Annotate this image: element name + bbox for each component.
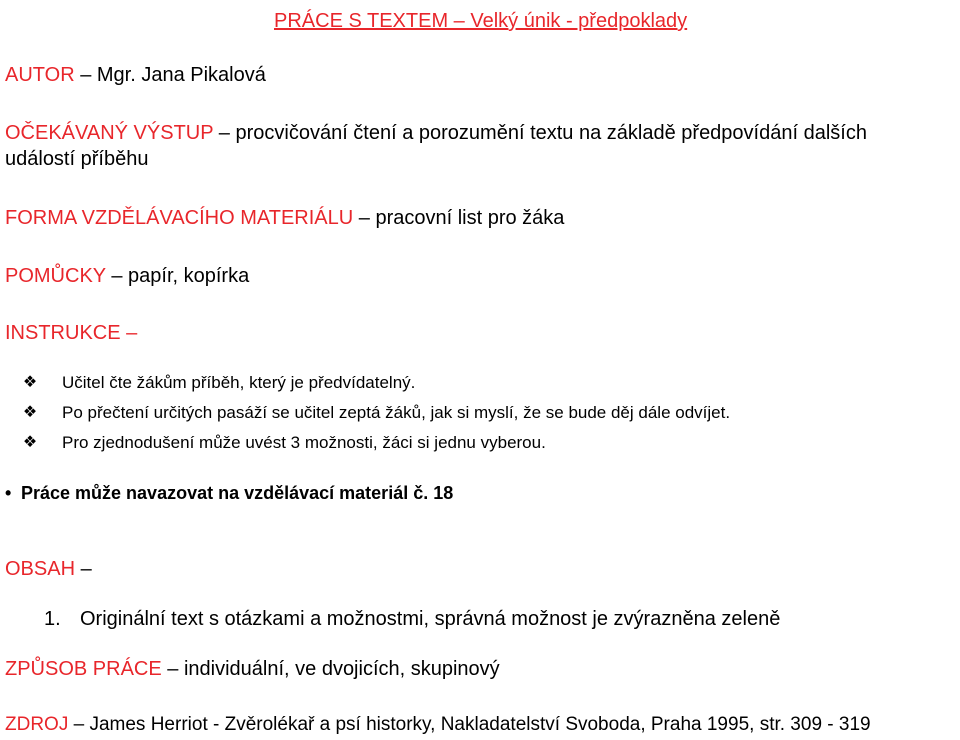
aids-label: POMŮCKY bbox=[5, 265, 106, 287]
list-item-text: Originální text s otázkami a možnostmi, správná možnost je zvýrazněna zeleně bbox=[80, 608, 781, 630]
instruction-list bbox=[18, 368, 730, 458]
bullet-dot-icon: • bbox=[5, 483, 12, 503]
material-form-row bbox=[5, 205, 564, 231]
diamond-bullet-icon: ❖ bbox=[22, 434, 38, 451]
material-form-label: FORMA VZDĚLÁVACÍHO MATERIÁLU bbox=[5, 207, 354, 229]
expected-output-dash: – bbox=[218, 122, 230, 144]
source-label: ZDROJ bbox=[5, 714, 69, 735]
content-heading bbox=[5, 556, 92, 582]
content-list-item bbox=[44, 606, 780, 632]
author-value: Mgr. Jana Pikalová bbox=[96, 64, 266, 86]
instructions-dash: – bbox=[126, 322, 138, 344]
expected-output-label: OČEKÁVANÝ VÝSTUP bbox=[5, 122, 214, 144]
content-label: OBSAH bbox=[5, 558, 76, 580]
list-item-text: Po přečtení určitých pasáží se učitel zeptá žáků, jak si myslí, že se bude děj dále odvíjet. bbox=[62, 403, 731, 422]
aids-dash: – bbox=[111, 265, 123, 287]
work-method-row bbox=[5, 656, 500, 682]
diamond-bullet-icon: ❖ bbox=[22, 374, 38, 391]
material-form-value: pracovní list pro žáka bbox=[375, 207, 565, 229]
source-value: James Herriot - Zvěrolékař a psí historky, Nakladatelství Svoboda, Praha 1995, str. 309 - 319 bbox=[89, 714, 871, 735]
aids-value: papír, kopírka bbox=[128, 265, 250, 287]
work-method-dash: – bbox=[167, 658, 179, 680]
list-item bbox=[18, 428, 730, 458]
instructions-note bbox=[5, 480, 453, 506]
list-item-text: Pro zjednodušení může uvést 3 možnosti, žáci si jednu vyberou. bbox=[62, 433, 546, 452]
content-dash: – bbox=[80, 558, 92, 580]
list-item bbox=[18, 398, 730, 428]
instructions-heading bbox=[5, 320, 137, 346]
document-title: PRÁCE S TEXTEM – Velký únik - předpoklady bbox=[274, 10, 688, 32]
list-item-text: Učitel čte žákům příběh, který je předvídatelný. bbox=[62, 373, 416, 392]
list-item bbox=[18, 368, 730, 398]
material-form-dash: – bbox=[358, 207, 370, 229]
expected-output-value-line1: procvičování čtení a porozumění textu na základě předpovídání dalších bbox=[235, 122, 867, 144]
diamond-bullet-icon: ❖ bbox=[22, 404, 38, 421]
author-label: AUTOR bbox=[5, 64, 75, 86]
author-row bbox=[5, 62, 266, 88]
list-number: 1. bbox=[44, 608, 61, 630]
expected-output-value-line2: událostí příběhu bbox=[5, 148, 149, 170]
work-method-label: ZPŮSOB PRÁCE bbox=[5, 658, 162, 680]
aids-row bbox=[5, 263, 249, 289]
instructions-label: INSTRUKCE bbox=[5, 322, 121, 344]
source-dash: – bbox=[73, 714, 85, 735]
expected-output-row bbox=[5, 120, 945, 172]
note-text: Práce může navazovat na vzdělávací materiál č. 18 bbox=[21, 483, 454, 503]
source-row bbox=[5, 712, 871, 738]
work-method-value: individuální, ve dvojicích, skupinový bbox=[183, 658, 500, 680]
author-dash: – bbox=[80, 64, 92, 86]
